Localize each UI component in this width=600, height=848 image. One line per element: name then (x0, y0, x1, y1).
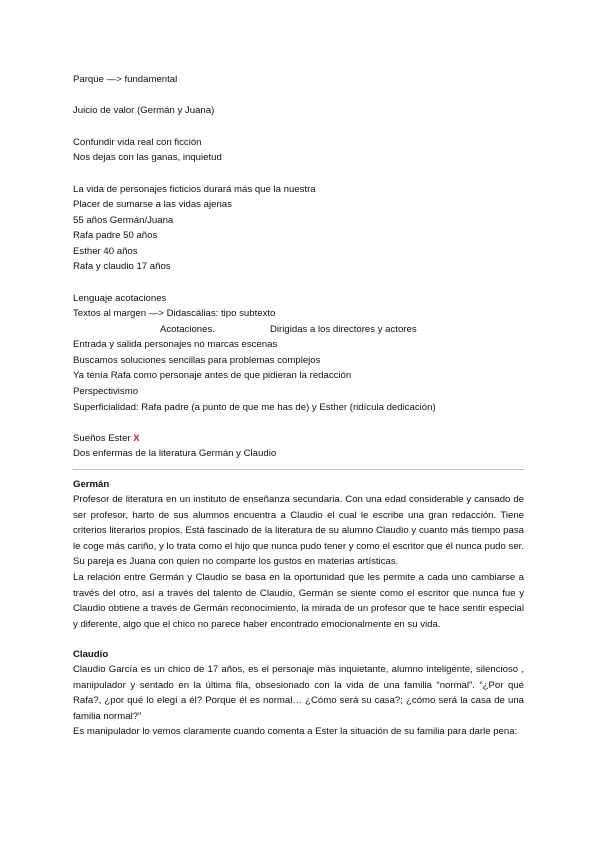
note-line: Ya tenía Rafa como personaje antes de que pidieran la redacción (73, 370, 352, 381)
note-line: Juicio de valor (Germán y Juana) (73, 105, 215, 116)
note-line: Buscamos soluciones sencillas para problemas complejos (73, 355, 321, 366)
paragraph: Es manipulador lo vemos claramente cuando comenta a Ester la situación de su familia para darle pena: (73, 726, 518, 738)
section-heading-german: Germán (73, 479, 110, 490)
red-x-mark: X (133, 433, 140, 444)
note-line: 55 años Germán/Juana (73, 215, 174, 226)
paragraph: Claudio García es un chico de 17 años, es el personaje más inquietante, alumno inteligente, silencioso , manipulador y sentado en la última fila, obsesionado con la vida de una familia “normal”. “¿Por qué Rafa?, ¿por qué lo elegí a él? Porque él es normal… ¿Cómo será su casa?; ¿cómo será la casa de una familia normal?” (73, 664, 524, 722)
section-body-german (73, 492, 524, 632)
note-line: Confundir vida real con ficción (73, 137, 202, 148)
horizontal-divider (73, 469, 524, 470)
note-line: Acotaciones. (160, 324, 215, 335)
note-line: La vida de personajes ficticios durará más que la nuestra (73, 184, 316, 195)
paragraph: La relación entre Germán y Claudio se basa en la oportunidad que les permite a cada uno cambiarse a través del otro, así a través del talento de Claudio, Germán se siente como el escritor que nunca fue y Claudio obtiene a través de Germán reconocimiento, la mirada de un profesor que te hace sentir especial y diferente, algo que el chico no parece haber encontrado emocionalmente en su vida. (73, 571, 524, 630)
note-line: Superficialidad: Rafa padre (a punto de que me has de) y Esther (ridícula dedicación) (73, 402, 436, 413)
note-line: Rafa y claudio 17 años (73, 261, 171, 272)
note-line: Dos enfermas de la literatura Germán y Claudio (73, 448, 277, 459)
note-line (73, 433, 140, 445)
note-line: Dirigidas a los directores y actores (270, 324, 417, 335)
paragraph: Profesor de literatura en un instituto de enseñanza secundaria. Con una edad considerable y cansado de ser profesor, harto de sus alumnos encuentra a Claudio el cual le escribe una gran redacción. Tiene criterios literarios propios. Está fascinado de la literatura de su alumno Claudio y cuanto más tiempo pasa le coge más cariño, y lo trata como el hijo que nunca pudo tener y como el escritor que él nunca pudo ser. Su pareja es Juana con quien no comparte los gustos en materias artísticas. (73, 494, 524, 568)
note-text: Sueños Ester (73, 433, 131, 444)
note-line: Esther 40 años (73, 246, 138, 257)
note-line: Rafa padre 50 años (73, 230, 158, 241)
section-heading-claudio: Claudio (73, 649, 109, 660)
note-line: Nos dejas con las ganas, inquietud (73, 152, 222, 163)
note-line: Parque —> fundamental (73, 74, 178, 85)
section-body-claudio (73, 662, 524, 740)
note-line: Entrada y salida personajes no marcas escenas (73, 339, 278, 350)
note-line: Perspectivismo (73, 386, 139, 397)
note-line: Textos al margen —> Didascálias: tipo subtexto (73, 308, 276, 319)
note-line: Lenguaje acotaciones (73, 293, 167, 304)
note-line: Placer de sumarse a las vidas ajenas (73, 199, 232, 210)
